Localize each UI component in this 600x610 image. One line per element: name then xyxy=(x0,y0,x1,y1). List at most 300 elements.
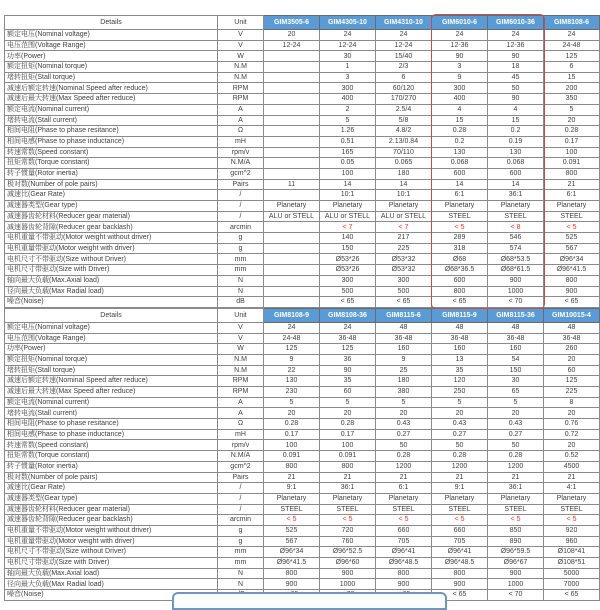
spec-row xyxy=(5,297,600,308)
spec-value-cell: 2.5/4 xyxy=(376,104,432,115)
spec-value-cell: 20 xyxy=(544,408,600,419)
model-column-header: GIM8108-36 xyxy=(320,308,376,322)
spec-value-cell: 48 xyxy=(432,322,488,333)
spec-value-cell: 24-48 xyxy=(544,40,600,51)
row-label: 减速后最大转速(Max Speed after reduce) xyxy=(5,94,218,105)
spec-value-cell: 5 xyxy=(488,397,544,408)
spec-value-cell: 21 xyxy=(264,472,320,483)
row-unit: N xyxy=(218,579,264,590)
spec-row xyxy=(5,62,600,73)
spec-row xyxy=(5,451,600,462)
spec-value-cell: 6 xyxy=(544,62,600,73)
spec-value-cell: 5 xyxy=(264,397,320,408)
row-unit: / xyxy=(218,211,264,222)
spec-row xyxy=(5,387,600,398)
spec-value-cell: STEEL xyxy=(488,211,544,222)
spec-value-cell: 20 xyxy=(488,408,544,419)
spec-row xyxy=(5,365,600,376)
spec-value-cell: Ø108*41 xyxy=(544,547,600,558)
spec-value-cell xyxy=(264,297,320,308)
spec-value-cell: 5 xyxy=(544,104,600,115)
spec-value-cell: 800 xyxy=(376,568,432,579)
spec-value-cell xyxy=(264,168,320,179)
spec-row xyxy=(5,115,600,126)
spec-value-cell: 100 xyxy=(320,440,376,451)
spec-value-cell: 0.28 xyxy=(544,126,600,137)
spec-value-cell: 0.28 xyxy=(320,419,376,430)
row-unit: mm xyxy=(218,265,264,276)
spec-row xyxy=(5,461,600,472)
spec-value-cell: < 5 xyxy=(432,222,488,233)
spec-value-cell xyxy=(264,83,320,94)
spec-value-cell: 21 xyxy=(376,472,432,483)
spec-value-cell: < 65 xyxy=(320,297,376,308)
spec-value-cell: Planetary xyxy=(264,493,320,504)
spec-value-cell: 1 xyxy=(320,62,376,73)
spec-value-cell: 318 xyxy=(432,243,488,254)
spec-value-cell: 20 xyxy=(544,354,600,365)
spec-value-cell: 36-48 xyxy=(544,333,600,344)
spec-row xyxy=(5,515,600,526)
model-column-header: GIM8115-6 xyxy=(376,308,432,322)
spec-value-cell: < 65 xyxy=(544,590,600,601)
spec-table-top xyxy=(4,15,600,308)
spec-value-cell: 0.28 xyxy=(376,451,432,462)
model-column-header: GIM3505-6 xyxy=(264,16,320,30)
spec-value-cell: < 5 xyxy=(376,515,432,526)
spec-value-cell: 2 xyxy=(320,104,376,115)
spec-row xyxy=(5,579,600,590)
row-label: 相间电感(Phase to phase inductance) xyxy=(5,429,218,440)
spec-value-cell: 400 xyxy=(320,94,376,105)
spec-value-cell: 24 xyxy=(320,30,376,41)
spec-value-cell: 100 xyxy=(544,147,600,158)
spec-value-cell: 217 xyxy=(376,233,432,244)
row-unit: A xyxy=(218,104,264,115)
spec-row xyxy=(5,397,600,408)
spec-row xyxy=(5,493,600,504)
spec-value-cell: 150 xyxy=(320,243,376,254)
spec-value-cell: 24 xyxy=(376,30,432,41)
spec-value-cell: 0.43 xyxy=(432,419,488,430)
spec-row xyxy=(5,568,600,579)
spec-value-cell: 36:1 xyxy=(488,190,544,201)
row-label: 电机重量不带驱动(Motor weight without driver) xyxy=(5,233,218,244)
spec-row xyxy=(5,30,600,41)
spec-value-cell: 660 xyxy=(432,525,488,536)
spec-value-cell: 70/110 xyxy=(376,147,432,158)
spec-value-cell: Planetary xyxy=(432,493,488,504)
spec-row xyxy=(5,222,600,233)
spec-value-cell: 20 xyxy=(264,408,320,419)
spec-value-cell: 30 xyxy=(320,51,376,62)
row-label: 减速器齿轮材料(Reducer gear material) xyxy=(5,504,218,515)
spec-value-cell: 300 xyxy=(432,83,488,94)
spec-value-cell: 13 xyxy=(432,354,488,365)
spec-value-cell: 800 xyxy=(320,461,376,472)
spec-value-cell: 0.28 xyxy=(432,451,488,462)
spec-value-cell: 21 xyxy=(432,472,488,483)
spec-value-cell xyxy=(264,222,320,233)
spec-value-cell: 120 xyxy=(432,376,488,387)
spec-value-cell: 0.2 xyxy=(488,126,544,137)
spec-value-cell: 800 xyxy=(264,461,320,472)
spec-value-cell: 15 xyxy=(544,72,600,83)
spec-value-cell: Planetary xyxy=(376,493,432,504)
spec-value-cell: 125 xyxy=(544,51,600,62)
spec-value-cell: Ø108*51 xyxy=(544,558,600,569)
row-unit: mH xyxy=(218,136,264,147)
spec-value-cell xyxy=(264,286,320,297)
spec-value-cell: Ø96*41 xyxy=(432,547,488,558)
row-label: 径向最大负载(Max Radial load) xyxy=(5,286,218,297)
spec-row xyxy=(5,254,600,265)
model-column-header: GIM8115-36 xyxy=(488,308,544,322)
spec-value-cell: 14 xyxy=(376,179,432,190)
spec-value-cell: 5 xyxy=(320,397,376,408)
spec-value-cell: 20 xyxy=(320,408,376,419)
row-unit: RPM xyxy=(218,94,264,105)
spec-value-cell: 50 xyxy=(488,83,544,94)
spec-value-cell: 230 xyxy=(264,387,320,398)
spec-value-cell: 900 xyxy=(544,286,600,297)
spec-value-cell xyxy=(264,51,320,62)
spec-value-cell: 36 xyxy=(320,354,376,365)
row-label: 轴向最大负载(Max.Axial load) xyxy=(5,568,218,579)
row-unit: g xyxy=(218,243,264,254)
spec-value-cell: 500 xyxy=(376,286,432,297)
row-label: 堵转电流(Stall current) xyxy=(5,115,218,126)
row-label: 功率(Power) xyxy=(5,344,218,355)
row-unit: Pairs xyxy=(218,179,264,190)
spec-value-cell: 36:1 xyxy=(320,483,376,494)
spec-row xyxy=(5,126,600,137)
spec-row xyxy=(5,525,600,536)
spec-value-cell: 800 xyxy=(432,286,488,297)
spec-value-cell: 35 xyxy=(432,365,488,376)
row-label: 电压范围(Voltage Range) xyxy=(5,333,218,344)
spec-value-cell: 24 xyxy=(320,322,376,333)
spec-value-cell: ALU or STELL xyxy=(376,211,432,222)
spec-value-cell: 4 xyxy=(432,104,488,115)
spec-row xyxy=(5,483,600,494)
spec-value-cell: 0.17 xyxy=(320,429,376,440)
spec-value-cell: < 70 xyxy=(488,297,544,308)
spec-value-cell: 5 xyxy=(320,115,376,126)
row-unit: g xyxy=(218,536,264,547)
spec-value-cell xyxy=(264,62,320,73)
spec-value-cell: < 65 xyxy=(432,297,488,308)
row-unit: Ω xyxy=(218,419,264,430)
spec-value-cell: 0.51 xyxy=(320,136,376,147)
spec-row xyxy=(5,429,600,440)
row-label: 电机尺寸不带驱动(Size without Driver) xyxy=(5,547,218,558)
spec-value-cell: 900 xyxy=(376,579,432,590)
spec-row xyxy=(5,265,600,276)
spec-value-cell xyxy=(264,94,320,105)
row-label: 减速器齿轮背隙(Reducer gear backlash) xyxy=(5,515,218,526)
spec-value-cell: 20 xyxy=(544,440,600,451)
spec-value-cell: 1200 xyxy=(432,461,488,472)
row-unit: N.M xyxy=(218,62,264,73)
spec-value-cell: 574 xyxy=(488,243,544,254)
spec-value-cell: 567 xyxy=(544,243,600,254)
spec-value-cell: 250 xyxy=(432,387,488,398)
spec-row xyxy=(5,190,600,201)
spec-value-cell: STEEL xyxy=(264,504,320,515)
spec-value-cell: 260 xyxy=(544,344,600,355)
row-label: 电机尺寸带驱动(Size with Driver) xyxy=(5,558,218,569)
row-unit: / xyxy=(218,493,264,504)
row-unit: mm xyxy=(218,547,264,558)
model-column-header: GIM8108-6 xyxy=(544,16,600,30)
spec-value-cell: 1000 xyxy=(488,579,544,590)
row-label: 减速比(Gear Rate) xyxy=(5,190,218,201)
row-unit: rpm/v xyxy=(218,440,264,451)
spec-value-cell: 960 xyxy=(544,536,600,547)
row-label: 减速器齿轮背隙(Reducer gear backlash) xyxy=(5,222,218,233)
spec-value-cell: Ø96*59.5 xyxy=(488,547,544,558)
spec-value-cell: Ø53*26 xyxy=(320,265,376,276)
spec-value-cell: Ø68*36.5 xyxy=(432,265,488,276)
row-label: 扭矩常数(Torque constant) xyxy=(5,158,218,169)
spec-value-cell: 100 xyxy=(264,440,320,451)
spec-value-cell: 48 xyxy=(376,322,432,333)
spec-row xyxy=(5,233,600,244)
spec-row xyxy=(5,72,600,83)
row-label: 扭矩常数(Torque constant) xyxy=(5,451,218,462)
spec-value-cell: < 70 xyxy=(488,590,544,601)
spec-row xyxy=(5,168,600,179)
spec-value-cell: 350 xyxy=(544,94,600,105)
spec-value-cell: 36-48 xyxy=(488,333,544,344)
spec-value-cell: Planetary xyxy=(544,493,600,504)
spec-value-cell: 400 xyxy=(432,94,488,105)
row-unit: W xyxy=(218,344,264,355)
spec-value-cell: STEEL xyxy=(432,211,488,222)
spec-value-cell: Ø96*48.5 xyxy=(376,558,432,569)
row-unit: mm xyxy=(218,558,264,569)
spec-value-cell: 48 xyxy=(488,322,544,333)
spec-value-cell xyxy=(264,243,320,254)
spec-value-cell: 900 xyxy=(320,568,376,579)
row-label: 径向最大负载(Max Radial load) xyxy=(5,579,218,590)
spec-value-cell: 900 xyxy=(264,579,320,590)
spec-value-cell: 35 xyxy=(320,376,376,387)
spec-value-cell: 1200 xyxy=(488,461,544,472)
row-unit: A xyxy=(218,408,264,419)
spec-value-cell: Ø96*67 xyxy=(488,558,544,569)
row-label: 电机重量带驱动(Motor weight with driver) xyxy=(5,243,218,254)
spec-value-cell: 380 xyxy=(376,387,432,398)
spec-value-cell: 21 xyxy=(488,472,544,483)
spec-value-cell: 15/40 xyxy=(376,51,432,62)
spec-value-cell: 12-24 xyxy=(264,40,320,51)
spec-value-cell: 5 xyxy=(376,397,432,408)
spec-value-cell: 125 xyxy=(320,344,376,355)
spec-value-cell: 160 xyxy=(432,344,488,355)
spec-value-cell: 1000 xyxy=(488,286,544,297)
spec-value-cell: 1200 xyxy=(376,461,432,472)
row-label: 额定电流(Nominal current) xyxy=(5,397,218,408)
spec-value-cell: 0.27 xyxy=(488,429,544,440)
spec-value-cell: 0.05 xyxy=(320,158,376,169)
row-unit: / xyxy=(218,504,264,515)
row-label: 减速后额定转速(Nominal Speed after reduce) xyxy=(5,376,218,387)
spec-value-cell: < 65 xyxy=(432,590,488,601)
row-label: 相间电阻(Phase to phase resitance) xyxy=(5,419,218,430)
spec-row xyxy=(5,179,600,190)
spec-value-cell: 30 xyxy=(488,376,544,387)
spec-value-cell: 7000 xyxy=(544,579,600,590)
spec-value-cell: 20 xyxy=(432,408,488,419)
spec-value-cell: Planetary xyxy=(264,201,320,212)
spec-value-cell: STEEL xyxy=(432,504,488,515)
spec-value-cell: 0.43 xyxy=(376,419,432,430)
spec-value-cell: ALU or STELL xyxy=(264,211,320,222)
row-label: 相间电感(Phase to phase inductance) xyxy=(5,136,218,147)
spec-row xyxy=(5,547,600,558)
row-unit: gcm^2 xyxy=(218,461,264,472)
spec-value-cell: 0.091 xyxy=(544,158,600,169)
spec-value-cell: 660 xyxy=(376,525,432,536)
spec-row xyxy=(5,201,600,212)
spec-value-cell: 9 xyxy=(264,354,320,365)
spec-value-cell: 546 xyxy=(488,233,544,244)
spec-value-cell: 180 xyxy=(376,376,432,387)
spec-row xyxy=(5,51,600,62)
spec-value-cell: 525 xyxy=(544,233,600,244)
row-unit: mm xyxy=(218,254,264,265)
spec-value-cell: Ø68*61.5 xyxy=(488,265,544,276)
spec-value-cell: 0.17 xyxy=(264,429,320,440)
spec-value-cell: 900 xyxy=(432,579,488,590)
row-label: 额定电流(Nominal current) xyxy=(5,104,218,115)
spec-row xyxy=(5,322,600,333)
spec-row xyxy=(5,40,600,51)
spec-row xyxy=(5,440,600,451)
row-label: 减速器类型(Gear type) xyxy=(5,201,218,212)
spec-row xyxy=(5,275,600,286)
spec-value-cell: 15 xyxy=(488,115,544,126)
row-label: 电机尺寸带驱动(Size with Driver) xyxy=(5,265,218,276)
row-label: 减速比(Gear Rate) xyxy=(5,483,218,494)
spec-value-cell: 24 xyxy=(544,30,600,41)
spec-value-cell: 5/8 xyxy=(376,115,432,126)
row-unit: mH xyxy=(218,429,264,440)
spec-value-cell: 4.8/2 xyxy=(376,126,432,137)
row-label: 额定扭矩(Nominal torque) xyxy=(5,62,218,73)
spec-value-cell: 160 xyxy=(488,344,544,355)
row-label: 噪音(Noise) xyxy=(5,297,218,308)
spec-value-cell: < 65 xyxy=(544,297,600,308)
spec-value-cell: 705 xyxy=(432,536,488,547)
spec-value-cell: 900 xyxy=(488,275,544,286)
row-unit: V xyxy=(218,333,264,344)
spec-row xyxy=(5,211,600,222)
spec-value-cell: 0.28 xyxy=(432,126,488,137)
spec-value-cell: Planetary xyxy=(488,201,544,212)
spec-row xyxy=(5,147,600,158)
spec-value-cell: 0.19 xyxy=(488,136,544,147)
spec-value-cell: 289 xyxy=(432,233,488,244)
motor-spec-sheet xyxy=(4,15,599,601)
spec-value-cell xyxy=(264,147,320,158)
row-unit: N.M xyxy=(218,365,264,376)
spec-value-cell: 165 xyxy=(320,147,376,158)
spec-value-cell: < 8 xyxy=(488,222,544,233)
row-unit: / xyxy=(218,190,264,201)
row-label: 额定电压(Nominal voltage) xyxy=(5,30,218,41)
spec-value-cell: 90 xyxy=(320,365,376,376)
spec-value-cell: 180 xyxy=(376,168,432,179)
spec-value-cell: Planetary xyxy=(320,201,376,212)
row-unit: N xyxy=(218,286,264,297)
spec-value-cell: 21 xyxy=(544,179,600,190)
spec-value-cell: 0.065 xyxy=(376,158,432,169)
row-unit: Pairs xyxy=(218,472,264,483)
row-unit: dB xyxy=(218,297,264,308)
spec-row xyxy=(5,536,600,547)
row-label: 减速后额定转速(Nominal Speed after reduce) xyxy=(5,83,218,94)
spec-value-cell: 3 xyxy=(320,72,376,83)
spec-value-cell: STEEL xyxy=(544,211,600,222)
spec-value-cell: 14 xyxy=(320,179,376,190)
spec-value-cell: 90 xyxy=(488,51,544,62)
spec-value-cell: Ø96*41.5 xyxy=(544,265,600,276)
spec-row xyxy=(5,83,600,94)
row-unit: N xyxy=(218,275,264,286)
row-unit: arcmin xyxy=(218,515,264,526)
row-label: 额定扭矩(Nominal torque) xyxy=(5,354,218,365)
spec-value-cell: Ø53*32 xyxy=(376,254,432,265)
spec-value-cell: 45 xyxy=(488,72,544,83)
row-label: 电压范围(Voltage Range) xyxy=(5,40,218,51)
model-column-header: GIM8115-9 xyxy=(432,308,488,322)
spec-value-cell: < 5 xyxy=(320,515,376,526)
spec-value-cell: 10:1 xyxy=(320,190,376,201)
spec-value-cell: Planetary xyxy=(376,201,432,212)
spec-value-cell: 1.26 xyxy=(320,126,376,137)
spec-value-cell: 0.2 xyxy=(432,136,488,147)
spec-value-cell: 21 xyxy=(320,472,376,483)
spec-value-cell: 600 xyxy=(488,168,544,179)
spec-row xyxy=(5,243,600,254)
spec-value-cell: 60 xyxy=(544,365,600,376)
spec-value-cell: 125 xyxy=(264,344,320,355)
spec-value-cell: 500 xyxy=(320,286,376,297)
row-unit: RPM xyxy=(218,387,264,398)
spec-value-cell: 9:1 xyxy=(264,483,320,494)
row-unit: RPM xyxy=(218,376,264,387)
spec-value-cell: 20 xyxy=(544,115,600,126)
spec-row xyxy=(5,354,600,365)
row-unit: rpm/v xyxy=(218,147,264,158)
spec-value-cell: < 65 xyxy=(376,297,432,308)
spec-value-cell: STEEL xyxy=(320,504,376,515)
spec-value-cell: ALU or STELL xyxy=(320,211,376,222)
spec-value-cell xyxy=(264,126,320,137)
model-column-header: GIM8108-9 xyxy=(264,308,320,322)
spec-value-cell: 6:1 xyxy=(432,190,488,201)
row-label: 噪音(Noise) xyxy=(5,590,218,601)
row-label: 减速器齿轮材料(Reducer gear material) xyxy=(5,211,218,222)
spec-value-cell: 12-24 xyxy=(376,40,432,51)
spec-row xyxy=(5,286,600,297)
spec-value-cell: 170/270 xyxy=(376,94,432,105)
spec-value-cell: Ø68 xyxy=(432,254,488,265)
spec-value-cell: 15 xyxy=(432,115,488,126)
